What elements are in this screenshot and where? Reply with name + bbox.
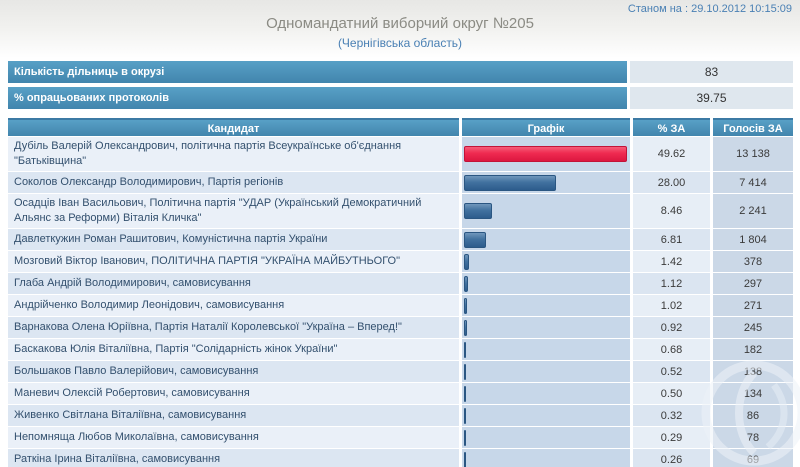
- votes-value: 86: [713, 405, 793, 426]
- vote-bar: [464, 203, 492, 219]
- vote-bar-cell: [462, 137, 630, 171]
- percent-value: 0.52: [633, 361, 710, 382]
- table-row: [8, 449, 793, 467]
- table-row: [8, 172, 793, 193]
- column-header-graph: Графік: [462, 118, 630, 136]
- percent-value: 0.32: [633, 405, 710, 426]
- table-row: [8, 194, 793, 228]
- votes-value: 134: [713, 383, 793, 404]
- vote-bar-cell: [462, 405, 630, 426]
- table-row: [8, 273, 793, 294]
- vote-bar-cell: [462, 229, 630, 250]
- vote-bar: [464, 364, 466, 380]
- percent-value: 1.42: [633, 251, 710, 272]
- results-table: [8, 118, 793, 467]
- district-info-section: [8, 61, 793, 109]
- candidate-name: Соколов Олександр Володимирович, Партія регіонів: [8, 172, 459, 193]
- votes-value: 271: [713, 295, 793, 316]
- table-row: [8, 405, 793, 426]
- candidate-name: Баскакова Юлія Віталіївна, Партія "Солідарність жінок України": [8, 339, 459, 360]
- vote-bar: [464, 254, 469, 270]
- vote-bar: [464, 452, 466, 467]
- candidate-name: Раткіна Ірина Віталіївна, самовисування: [8, 449, 459, 467]
- vote-bar: [464, 146, 627, 162]
- column-header-votes: Голосів ЗА: [713, 118, 793, 136]
- vote-bar-cell: [462, 427, 630, 448]
- table-row: [8, 339, 793, 360]
- votes-value: 69: [713, 449, 793, 467]
- percent-value: 8.46: [633, 194, 710, 228]
- table-row: [8, 295, 793, 316]
- table-row: [8, 229, 793, 250]
- percent-value: 28.00: [633, 172, 710, 193]
- vote-bar: [464, 408, 466, 424]
- candidate-name: Дубіль Валерій Олександрович, політична партія Всеукраїнське об'єднання "Батьківщина": [8, 137, 459, 171]
- column-header-candidate: Кандидат: [8, 118, 459, 136]
- vote-bar: [464, 298, 467, 314]
- results-table-header: [8, 118, 793, 136]
- column-header-percent: % ЗА: [633, 118, 710, 136]
- candidate-name: Мозговий Віктор Іванович, ПОЛІТИЧНА ПАРТІЯ "УКРАЇНА МАЙБУТНЬОГО": [8, 251, 459, 272]
- candidate-name: Варнакова Олена Юріївна, Партія Наталії Королевської "Україна – Вперед!": [8, 317, 459, 338]
- percent-value: 0.92: [633, 317, 710, 338]
- percent-value: 6.81: [633, 229, 710, 250]
- vote-bar: [464, 175, 556, 191]
- vote-bar: [464, 342, 466, 358]
- votes-value: 138: [713, 361, 793, 382]
- candidate-name: Осадців Іван Васильович, Політична партія "УДАР (Український Демократичний Альянс за Реформи) Віталія Кличка": [8, 194, 459, 228]
- vote-bar: [464, 386, 466, 402]
- vote-bar: [464, 430, 466, 446]
- results-table-body: [8, 137, 793, 467]
- vote-bar-cell: [462, 251, 630, 272]
- percent-value: 1.12: [633, 273, 710, 294]
- status-timestamp: Станом на : 29.10.2012 10:15:09: [627, 3, 792, 15]
- content: [8, 61, 793, 467]
- votes-value: 245: [713, 317, 793, 338]
- percent-value: 0.26: [633, 449, 710, 467]
- votes-value: 13 138: [713, 137, 793, 171]
- percent-value: 0.29: [633, 427, 710, 448]
- table-row: [8, 137, 793, 171]
- percent-value: 0.50: [633, 383, 710, 404]
- percent-value: 49.62: [633, 137, 710, 171]
- votes-value: 7 414: [713, 172, 793, 193]
- table-row: [8, 427, 793, 448]
- votes-value: 378: [713, 251, 793, 272]
- info-row-protocols: [8, 87, 793, 109]
- vote-bar-cell: [462, 273, 630, 294]
- vote-bar-cell: [462, 194, 630, 228]
- vote-bar: [464, 232, 486, 248]
- percent-value: 1.02: [633, 295, 710, 316]
- votes-value: 2 241: [713, 194, 793, 228]
- vote-bar-cell: [462, 339, 630, 360]
- candidate-name: Андрійченко Володимир Леонідович, самовисування: [8, 295, 459, 316]
- protocols-percent-label: % опрацьованих протоколів: [8, 87, 627, 109]
- vote-bar-cell: [462, 172, 630, 193]
- vote-bar-cell: [462, 317, 630, 338]
- votes-value: 297: [713, 273, 793, 294]
- table-row: [8, 251, 793, 272]
- percent-value: 0.68: [633, 339, 710, 360]
- candidate-name: Непомняща Любов Миколаївна, самовисування: [8, 427, 459, 448]
- precincts-count-label: Кількість дільниць в окрузі: [8, 61, 627, 83]
- precincts-count-value: 83: [630, 61, 793, 83]
- vote-bar: [464, 276, 468, 292]
- vote-bar-cell: [462, 295, 630, 316]
- table-row: [8, 361, 793, 382]
- candidate-name: Живенко Світлана Віталіївна, самовисування: [8, 405, 459, 426]
- votes-value: 1 804: [713, 229, 793, 250]
- vote-bar-cell: [462, 449, 630, 467]
- vote-bar-cell: [462, 361, 630, 382]
- page-subtitle: (Чернігівська область): [337, 36, 463, 50]
- info-row-precincts: [8, 61, 793, 83]
- candidate-name: Давлеткужин Роман Рашитович, Комуністична партія України: [8, 229, 459, 250]
- votes-value: 182: [713, 339, 793, 360]
- candidate-name: Глаба Андрій Володимирович, самовисування: [8, 273, 459, 294]
- table-row: [8, 317, 793, 338]
- page-title: Одномандатний виборчий округ №205: [266, 15, 534, 32]
- table-row: [8, 383, 793, 404]
- candidate-name: Большаков Павло Валерійович, самовисування: [8, 361, 459, 382]
- candidate-name: Маневич Олексій Робертович, самовисування: [8, 383, 459, 404]
- vote-bar-cell: [462, 383, 630, 404]
- vote-bar: [464, 320, 467, 336]
- votes-value: 78: [713, 427, 793, 448]
- protocols-percent-value: 39.75: [630, 87, 793, 109]
